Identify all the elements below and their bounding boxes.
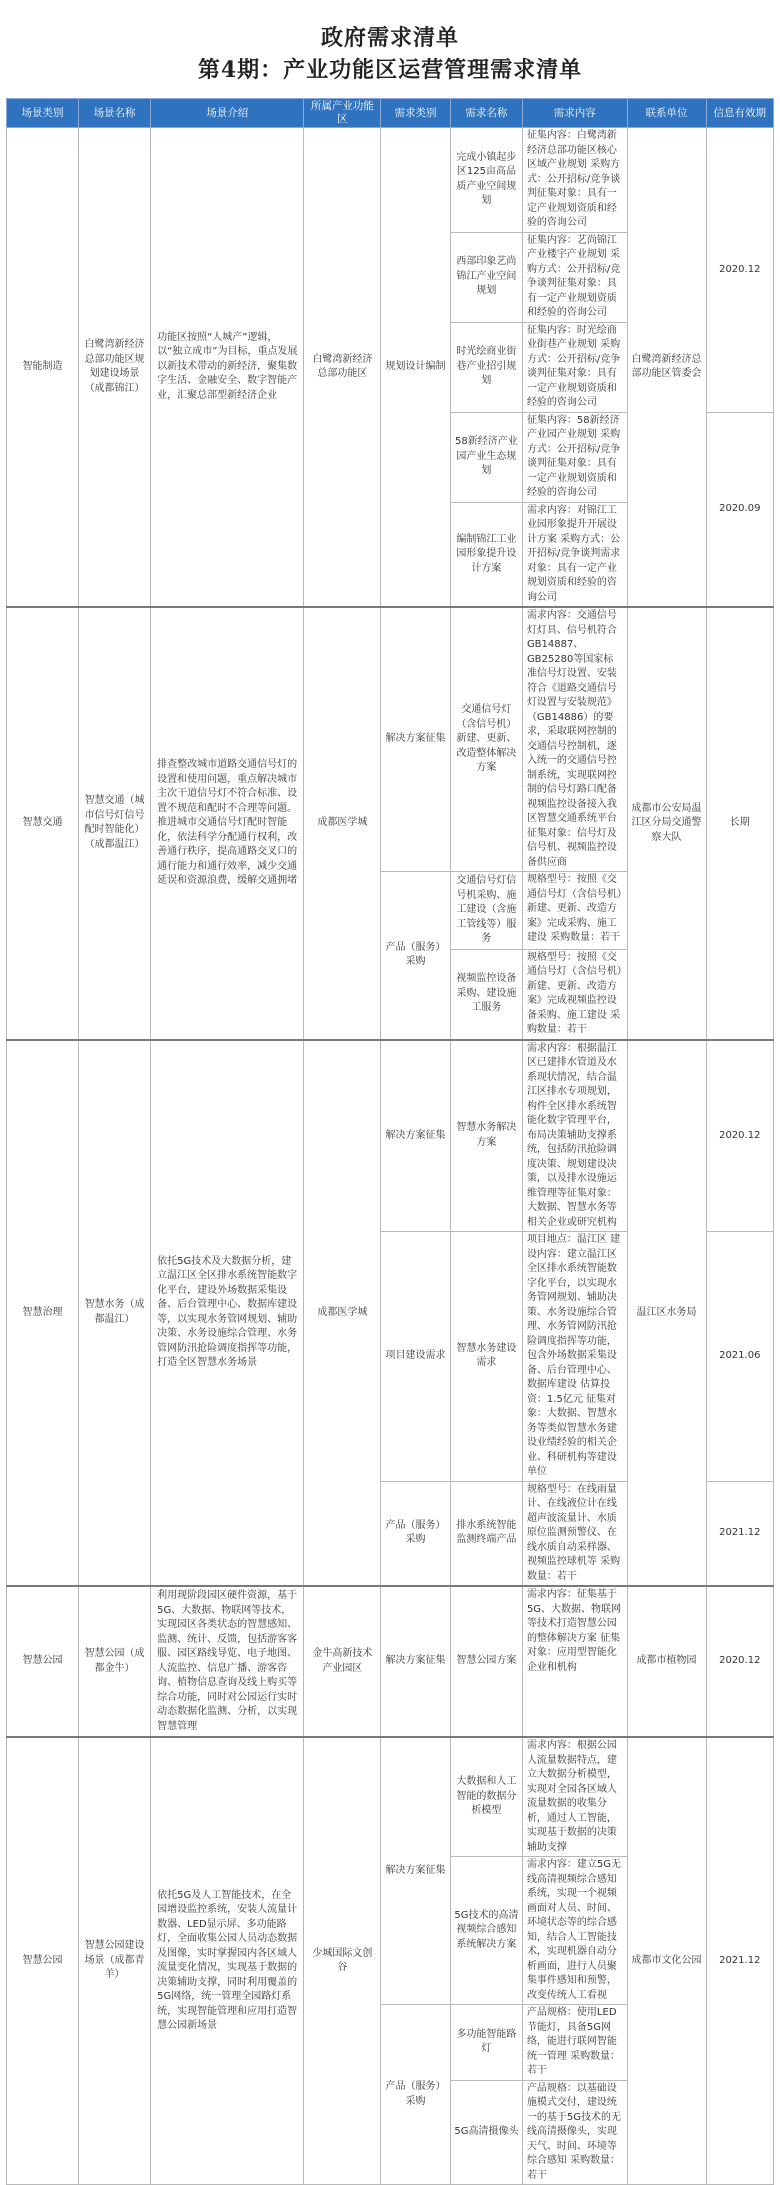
validity-cell: 2020.12 bbox=[706, 1040, 773, 1232]
demand-type-cell: 解决方案征集 bbox=[381, 607, 451, 872]
zone-cell: 白鹭湾新经济总部功能区 bbox=[304, 128, 381, 608]
zone-cell: 金牛高新技术产业园区 bbox=[304, 1586, 381, 1737]
demand-type-cell: 产品（服务）采购 bbox=[381, 1481, 451, 1586]
demand-content-cell: 产品规格：使用LED节能灯，具备5G网络，能进行联网智能统一管理 采购数量：若干 bbox=[522, 2005, 627, 2081]
demand-type-cell: 解决方案征集 bbox=[381, 1586, 451, 1737]
title-block bbox=[6, 6, 774, 98]
demand-name-cell: 完成小镇起步区125亩高品质产业空间规划 bbox=[450, 128, 522, 233]
demand-name-cell: 智慧公园方案 bbox=[450, 1586, 522, 1737]
col-header-zone: 所属产业功能区 bbox=[304, 99, 381, 128]
demand-name-cell: 智慧水务建设需求 bbox=[450, 1232, 522, 1482]
scene-name-cell: 智慧公园建设场景（成都青羊） bbox=[79, 1737, 151, 2185]
demand-name-cell: 5G技术的高清视频综合感知系统解决方案 bbox=[450, 1857, 522, 2005]
demand-content-cell: 征集内容：时光绘商业街巷产业规划 采购方式：公开招标/竞争谈判征集对象：具有一定产业规划资质和经验的咨询公司 bbox=[522, 322, 627, 412]
demand-content-cell: 需求内容：根据温江区已建排水管道及水系现状情况，结合温江区排水专项规划，构件全区排水系统智能化数字管理平台，布局决策辅助支撑系统，包括防汛抢险调度决策、规划建设决策，以及排水设施运维管理等征集对象：大数据、智慧水务等相关企业或研究机构 bbox=[522, 1040, 627, 1232]
col-header-demand-type: 需求类别 bbox=[381, 99, 451, 128]
demand-content-cell: 征集内容：58新经济产业园产业规划 采购方式：公开招标/竞争谈判征集对象：具有一定产业规划资质和经验的咨询公司 bbox=[522, 412, 627, 502]
demand-content-cell: 规格型号：按照《交通信号灯（含信号机）新建、更新、改造方案》完成采购、施工建设 采购数量：若干 bbox=[522, 872, 627, 950]
validity-cell: 2020.12 bbox=[706, 1586, 773, 1737]
contact-cell: 白鹭湾新经济总部功能区管委会 bbox=[627, 128, 706, 608]
demand-name-cell: 视频监控设备采购、建设施工服务 bbox=[450, 949, 522, 1040]
contact-cell: 成都市公安局温江区分局交通警察大队 bbox=[627, 607, 706, 1040]
demand-name-cell: 编制锦江工业园形象提升设计方案 bbox=[450, 502, 522, 607]
intro-cell: 依托5G及人工智能技术，在全园增设监控系统，安装人流量计数器、LED显示屏、多功能路灯，全面收集公园人员动态数据及图像，实时掌握园内各区域人流量变化情况，实现基于数据的决策辅助支撑，同时利用覆盖的5G网络，统一管理全园路灯系统，实现智能管理和应用打造智慧公园新场景 bbox=[151, 1737, 304, 2185]
category-cell: 智慧治理 bbox=[7, 1040, 79, 1587]
intro-cell: 依托5G技术及大数据分析，建立温江区全区排水系统智能数字化平台，建设外场数据采集设备、后台管理中心、数据库建设等，以实现水务管网规划、辅助决策、水务设施综合管理、水务管网防汛抢险调度指挥等功能，打造全区智慧水务场景 bbox=[151, 1040, 304, 1587]
col-header-contact: 联系单位 bbox=[627, 99, 706, 128]
demand-type-cell: 产品（服务）采购 bbox=[381, 2005, 451, 2185]
validity-cell: 2020.09 bbox=[706, 412, 773, 607]
table-row bbox=[7, 128, 774, 233]
demand-type-cell: 解决方案征集 bbox=[381, 1040, 451, 1232]
demand-type-cell: 产品（服务）采购 bbox=[381, 872, 451, 1040]
validity-cell: 2021.12 bbox=[706, 1481, 773, 1586]
demand-content-cell: 征集内容：白鹭湾新经济总部功能区核心区域产业规划 采购方式：公开招标/竞争谈判征集对象：具有一定产业规划资质和经验的咨询公司 bbox=[522, 128, 627, 233]
table-row bbox=[7, 607, 774, 872]
scene-name-cell: 智慧交通（城市信号灯信号配时智能化）（成都温江） bbox=[79, 607, 151, 1040]
contact-cell: 成都市文化公园 bbox=[627, 1737, 706, 2185]
demand-name-cell: 西部印象艺尚锦江产业空间规划 bbox=[450, 232, 522, 322]
demand-content-cell: 规格型号：在线雨量计、在线液位计在线超声波流量计、水质原位监测预警仪、在线水质自动采样器、视频监控球机等 采购数量：若干 bbox=[522, 1481, 627, 1586]
zone-cell: 成都医学城 bbox=[304, 607, 381, 1040]
col-header-intro: 场景介绍 bbox=[151, 99, 304, 128]
col-header-validity: 信息有效期 bbox=[706, 99, 773, 128]
category-cell: 智慧公园 bbox=[7, 1737, 79, 2185]
demand-name-cell: 排水系统智能监测终端产品 bbox=[450, 1481, 522, 1586]
scene-name-cell: 白鹭湾新经济总部功能区规划建设场景（成都锦江） bbox=[79, 128, 151, 608]
table-row bbox=[7, 1040, 774, 1232]
demand-name-cell: 58新经济产业园产业生态规划 bbox=[450, 412, 522, 502]
demand-table bbox=[6, 98, 774, 2185]
demand-type-cell: 项目建设需求 bbox=[381, 1232, 451, 1482]
category-cell: 智慧交通 bbox=[7, 607, 79, 1040]
demand-name-cell: 大数据和人工智能的数据分析模型 bbox=[450, 1737, 522, 1857]
demand-name-cell: 交通信号灯（含信号机）新建、更新、改造整体解决方案 bbox=[450, 607, 522, 872]
scene-name-cell: 智慧水务（成都温江） bbox=[79, 1040, 151, 1587]
demand-content-cell: 需求内容：交通信号灯灯具、信号机符合GB14887、GB25280等国家标准信号灯设置、安装符合《道路交通信号灯设置与安装规范》（GB14886）的要求，采取联网控制的交通信号控制机，逐入统一的交通信号控制系统，实现联网控制的信号灯路口配备视频监控设备接入我区智慧交通系统平台 征集对象：信号灯及信号机、视频监控设备供应商 bbox=[522, 607, 627, 872]
intro-cell: 利用现阶段园区硬件资源，基于5G、大数据、物联网等技术，实现园区各类状态的智慧感知、监测、统计、反馈，包括游客客服、园区路线导览、电子地图、人流监控、信息广播、游客咨询、植物信息查询及线上购买等综合功能，同时对公园运行实时动态数据化监测、分析，以实现智慧管理 bbox=[151, 1586, 304, 1737]
zone-cell: 成都医学城 bbox=[304, 1040, 381, 1587]
document-subtitle: 第4期：产业功能区运营管理需求清单 bbox=[197, 57, 583, 83]
validity-cell: 长期 bbox=[706, 607, 773, 1040]
document-title: 政府需求清单 bbox=[320, 25, 459, 51]
demand-content-cell: 需求内容：对锦江工业园形象提升开展设计方案 采购方式：公开招标/竞争谈判需求对象：具有一定产业规划资质和经验的咨询公司 bbox=[522, 502, 627, 607]
intro-cell: 排查整改城市道路交通信号灯的设置和使用问题，重点解决城市主次干道信号灯不符合标准、设置不规范和配时不合理等问题。推进城市交通信号灯配时智能化，依法科学分配通行权利，改善通行秩序，提高通路交叉口的通行能力和通行效率，减少交通延误和资源浪费，缓解交通拥堵 bbox=[151, 607, 304, 1040]
contact-cell: 成都市植物园 bbox=[627, 1586, 706, 1737]
col-header-scene-name: 场景名称 bbox=[79, 99, 151, 128]
col-header-demand-content: 需求内容 bbox=[522, 99, 627, 128]
demand-content-cell: 需求内容：征集基于5G、大数据、物联网等技术打造智慧公园的整体解决方案 征集对象：应用型智能化企业和机构 bbox=[522, 1586, 627, 1737]
demand-name-cell: 交通信号灯信号机采购、施工建设（含施工管线等）服务 bbox=[450, 872, 522, 950]
scene-name-cell: 智慧公园（成都金牛） bbox=[79, 1586, 151, 1737]
demand-type-cell: 规划设计编制 bbox=[381, 128, 451, 608]
demand-name-cell: 5G高清摄像头 bbox=[450, 2080, 522, 2185]
demand-content-cell: 征集内容：艺尚锦江产业楼宇产业规划 采购方式：公开招标/竞争谈判征集对象：具有一定产业规划资质和经验的咨询公司 bbox=[522, 232, 627, 322]
demand-name-cell: 时光绘商业街巷产业招引规划 bbox=[450, 322, 522, 412]
demand-content-cell: 规格型号：按照《交通信号灯（含信号机）新建、更新、改造方案》完成视频监控设备采购、施工建设 采购数量：若干 bbox=[522, 949, 627, 1040]
validity-cell: 2020.12 bbox=[706, 128, 773, 413]
validity-cell: 2021.06 bbox=[706, 1232, 773, 1482]
demand-name-cell: 多功能智能路灯 bbox=[450, 2005, 522, 2081]
table-row bbox=[7, 1737, 774, 1857]
intro-cell: 功能区按照“人城产”逻辑，以“独立成市”为目标，重点发展以新技术带动的新经济，聚集数字生活、金融安全、数字智能产业，汇聚总部型新经济企业 bbox=[151, 128, 304, 608]
demand-content-cell: 产品规格：以基础设施模式交付，建设统一的基于5G技术的无线高清摄像头，实现天气、时间、环境等综合感知 采购数量：若干 bbox=[522, 2080, 627, 2185]
contact-cell: 温江区水务局 bbox=[627, 1040, 706, 1587]
demand-name-cell: 智慧水务解决方案 bbox=[450, 1040, 522, 1232]
demand-type-cell: 解决方案征集 bbox=[381, 1737, 451, 2005]
col-header-demand-name: 需求名称 bbox=[450, 99, 522, 128]
category-cell: 智能制造 bbox=[7, 128, 79, 608]
zone-cell: 少城国际文创谷 bbox=[304, 1737, 381, 2185]
demand-content-cell: 项目地点：温江区 建设内容：建立温江区全区排水系统智能数字化平台，以实现水务管网规划、辅助决策、水务设施综合管理、水务管网防汛抢险调度指挥等功能，包含外场数据采集设备、后台管理中心、数据库建设 估算投资：1.5亿元 征集对象：大数据、智慧水务等类似智慧水务建设业绩经验的相关企业、科研机构等建设单位 bbox=[522, 1232, 627, 1482]
demand-content-cell: 需求内容：根据公园人流量数据特点，建立大数据分析模型，实现对全园各区域人流量数据的收集分析，通过人工智能，实现基于数据的决策辅助支撑 bbox=[522, 1737, 627, 1857]
demand-content-cell: 需求内容：建立5G无线高清视频综合感知系统，实现一个视频画面对人员、时间、环境状态等的综合感知，结合人工智能技术，实现机器自动分析画面，进行人员聚集事件感知和预警，改变传统人工看视 bbox=[522, 1857, 627, 2005]
validity-cell: 2021.12 bbox=[706, 1737, 773, 2185]
table-header-row bbox=[7, 99, 774, 128]
col-header-category: 场景类别 bbox=[7, 99, 79, 128]
table-row bbox=[7, 1586, 774, 1737]
category-cell: 智慧公园 bbox=[7, 1586, 79, 1737]
